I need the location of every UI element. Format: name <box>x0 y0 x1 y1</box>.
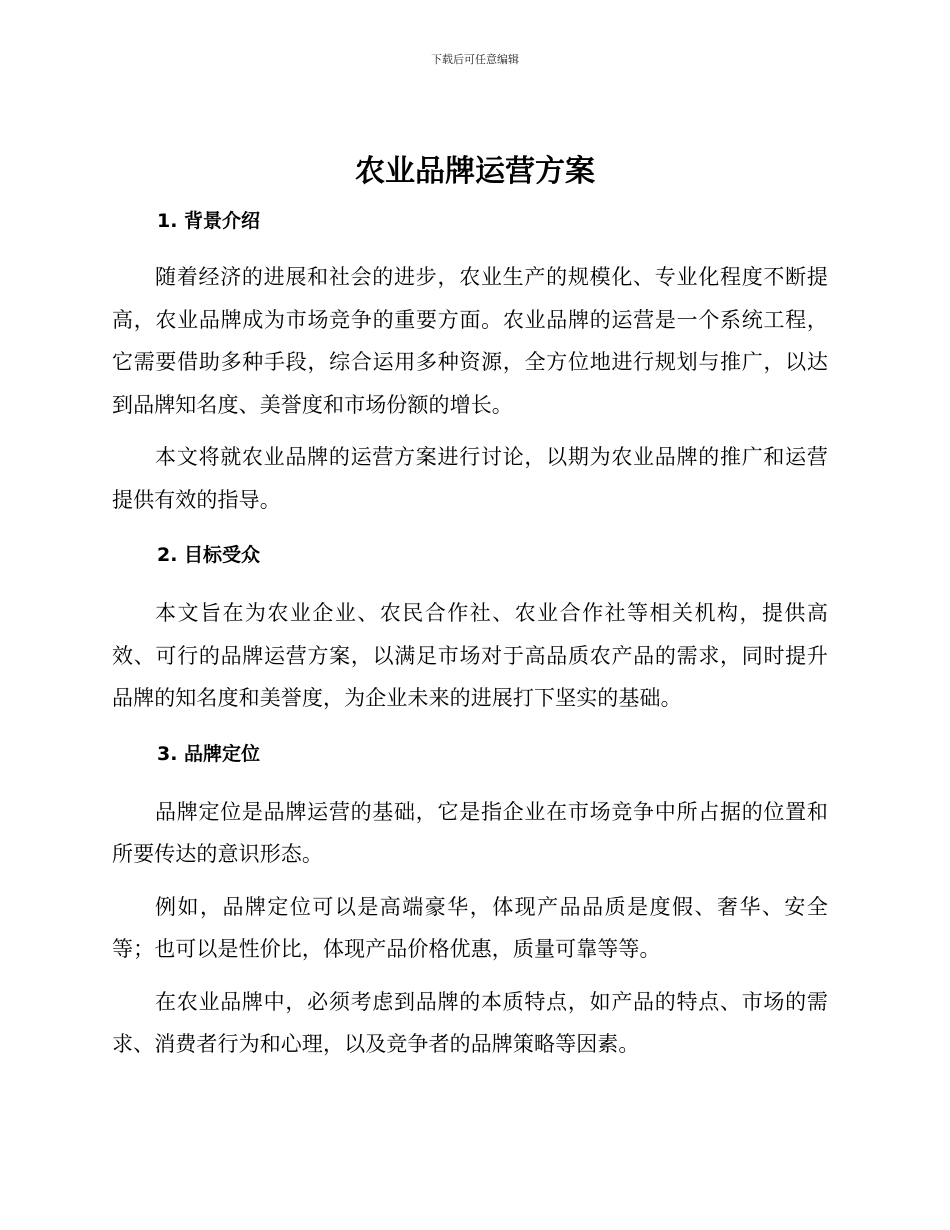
section-heading-brand-positioning: 3. 品牌定位 <box>157 742 261 765</box>
page-header-note: 下载后可任意编辑 <box>431 53 519 66</box>
paragraph: 在农业品牌中，必须考虑到品牌的本质特点，如产品的特点、市场的需求、消费者行为和心理，以及竞争者的品牌策略等因素。 <box>112 989 828 1056</box>
paragraph: 例如，品牌定位可以是高端豪华，体现产品品质是度假、奢华、安全等；也可以是性价比，体现产品价格优惠，质量可靠等等。 <box>112 894 828 961</box>
paragraph: 本文旨在为农业企业、农民合作社、农业合作社等相关机构，提供高效、可行的品牌运营方案，以满足市场对于高品质农产品的需求，同时提升品牌的知名度和美誉度，为企业未来的进展打下坚实的基础。 <box>112 601 828 710</box>
paragraph: 本文将就农业品牌的运营方案进行讨论，以期为农业品牌的推广和运营提供有效的指导。 <box>112 445 828 512</box>
document-body <box>112 205 828 1066</box>
paragraph: 品牌定位是品牌运营的基础，它是指企业在市场竞争中所占据的位置和所要传达的意识形态。 <box>112 799 828 866</box>
section-heading-target-audience: 2. 目标受众 <box>157 544 261 566</box>
paragraph: 随着经济的进展和社会的进步，农业生产的规模化、专业化程度不断提高，农业品牌成为市场竞争的重要方面。农业品牌的运营是一个系统工程，它需要借助多种手段，综合运用多种资源，全方位地进行规划与推广，以达到品牌知名度、美誉度和市场份额的增长。 <box>112 265 828 417</box>
section-heading-background: 1. 背景介绍 <box>157 210 261 232</box>
document-title: 农业品牌运营方案 <box>355 154 595 189</box>
